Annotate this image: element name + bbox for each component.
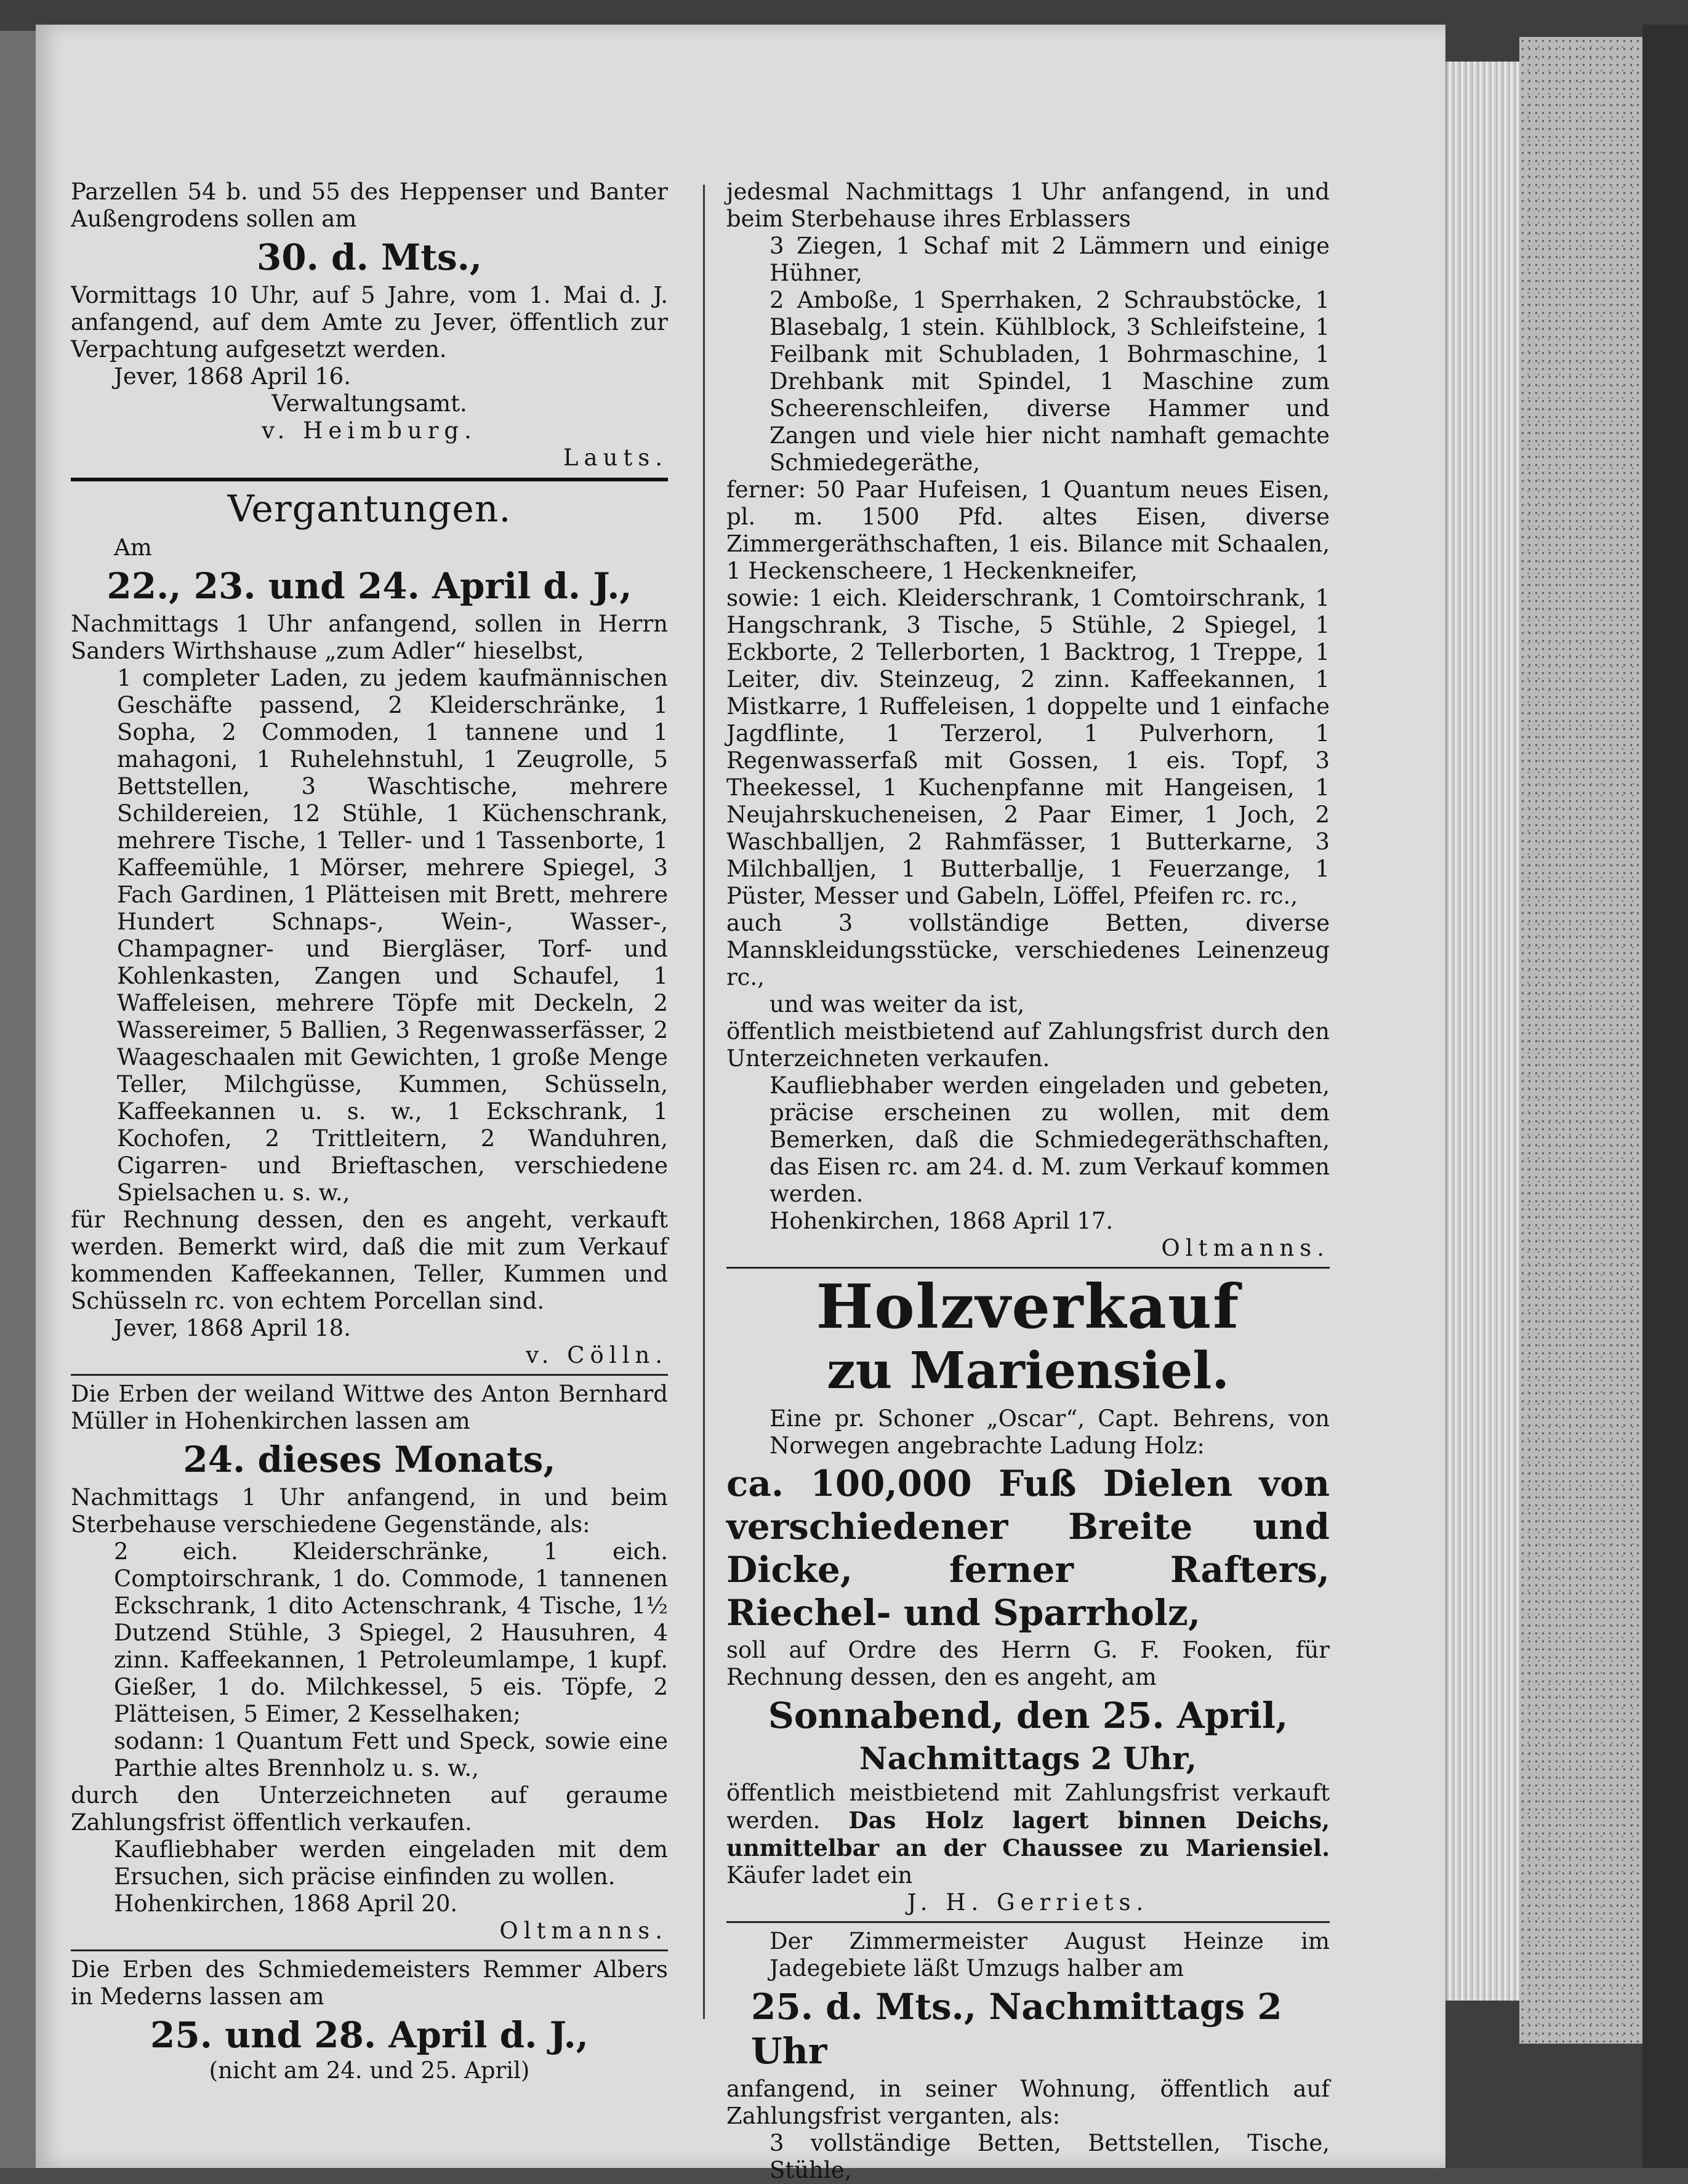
left-para5: Die Erben der weiland Wittwe des Anton Bernhard Müller in Hohenkirchen lassen am xyxy=(71,1381,668,1434)
column-divider xyxy=(703,185,705,2019)
right-items1: 3 Ziegen, 1 Schaf mit 2 Lämmern und einige Hühner, xyxy=(770,233,1330,286)
left-office1: Verwaltungsamt. xyxy=(271,390,467,417)
left-para8: Kaufliebhaber werden eingeladen mit dem Ersuchen, sich präcise einfinden zu wollen. xyxy=(114,1836,668,1890)
book-binding xyxy=(0,31,38,2168)
left-date1: 30. d. Mts., xyxy=(256,236,483,278)
right-para5: soll auf Ordre des Herrn G. F. Fooken, für Rechnung dessen, den es angeht, am xyxy=(726,1637,1330,1690)
left-para4: für Rechnung dessen, den es angeht, verkauft werden. Bemerkt wird, daß die mit zum Verkauf kommenden Kaffeekannen, Teller, Kummen und Schüsseln rc. von echtem Porcellan sind. xyxy=(71,1206,668,1314)
right-para6b: Das Holz lagert binnen Deichs, unmittelbar an der Chaussee zu Mariensiel. xyxy=(726,1807,1330,1861)
edge-shadow xyxy=(1642,25,1688,2168)
right-para7: Der Zimmermeister August Heinze im Jadegebiete läßt Umzugs halber am xyxy=(770,1928,1330,1981)
right-items7: 3 vollständige Betten, Bettstellen, Tische, Stühle, xyxy=(770,2130,1330,2183)
left-para2: Vormittags 10 Uhr, auf 5 Jahre, vom 1. Mai d. J. anfangend, auf dem Amte zu Jever, öffentlich zur Verpachtung aufgesetzt werden. xyxy=(71,282,668,363)
right-items4: sowie: 1 eich. Kleiderschrank, 1 Comtoirschrank, 1 Hangschrank, 3 Tische, 5 Stühle, 2 Spiegel, 1 Eckborte, 2 Tellerborten, 1 Backtrog, 1 Treppe, 1 Leiter, div. Steinzeug, 2 zinn. Kaffeekannen, 1 Mistkarre, 1 Ruffeleisen, 1 doppelte und 1 einfache Jagdflinte, 1 Terzerol, 1 Pulverhorn, 1 Regenwasserfaß mit Gossen, 1 eis. Topf, 3 Theekessel, 1 Kuchenpfanne mit Hangeisen, 1 Neujahrskucheneisen, 2 Paar Eimer, 1 Joch, 2 Waschballjen, 2 Rahmfässer, 1 Butterkarne, 3 Milchballjen, 1 Butterballje, 1 Feuerzange, 1 Püster, Messer und Gabeln, Löffel, Pfeifen rc. rc., xyxy=(726,585,1330,909)
right-time1: Nachmittags 2 Uhr, xyxy=(859,1740,1197,1777)
left-date2: 22., 23. und 24. April d. J., xyxy=(107,565,632,607)
left-para7: durch den Unterzeichneten auf geraume Zahlungsfrist öffentlich verkaufen. xyxy=(71,1782,668,1836)
holzverkauf-title: Holzverkauf xyxy=(816,1272,1240,1343)
left-items2: 2 eich. Kleiderschränke, 1 eich. Comptoirschrank, 1 do. Commode, 1 tannenen Eckschrank, 1 dito Actenschrank, 4 Tische, 1½ Dutzend Stühle, 3 Spiegel, 2 Hausuhren, 4 zinn. Kaffeekannen, 1 Petroleumlampe, 1 kupf. Gießer, 1 do. Milchkessel, 5 eis. Töpfe, 2 Plätteisen, 5 Eimer, 2 Kesselhaken; xyxy=(114,1538,668,1727)
notice-rule xyxy=(71,1949,668,1951)
right-para6 xyxy=(726,1780,1330,1889)
right-para6a: öffentlich meistbietend mit Zahlungsfrist verkauft werden. xyxy=(726,1780,1330,1834)
left-column xyxy=(71,179,668,2084)
left-place2: Jever, 1868 April 18. xyxy=(114,1315,351,1341)
section-heading: Vergantungen. xyxy=(227,488,512,531)
right-para2: öffentlich meistbietend auf Zahlungsfrist durch den Unterzeichneten verkaufen. xyxy=(726,1018,1330,1072)
right-lead: ca. 100,000 Fuß Dielen von verschiedener Breite und Dicke, ferner Rafters, Riechel- und Sparrholz, xyxy=(726,1463,1330,1634)
notice-rule xyxy=(726,1921,1330,1923)
right-place1: Hohenkirchen, 1868 April 17. xyxy=(770,1208,1114,1234)
left-sig3: Oltmanns. xyxy=(499,1917,668,1944)
right-para6c: Käufer ladet ein xyxy=(726,1862,913,1889)
book-edge xyxy=(1519,37,1642,2044)
right-para4: Eine pr. Schoner „Oscar“, Capt. Behrens, von Norwegen angebrachte Ladung Holz: xyxy=(770,1405,1330,1459)
left-para6: Nachmittags 1 Uhr anfangend, in und beim Sterbehause verschiedene Gegenstände, als: xyxy=(71,1484,668,1538)
right-sig1: Oltmanns. xyxy=(1161,1235,1330,1261)
left-items3: sodann: 1 Quantum Fett und Speck, sowie eine Parthie altes Brennholz u. s. w., xyxy=(114,1728,668,1781)
right-items2: 2 Amboße, 1 Sperrhaken, 2 Schraubstöcke, 1 Blasebalg, 1 stein. Kühlblock, 3 Schleifsteine, 1 Feilbank mit Schubladen, 1 Bohrmaschine, 1 Drehbank mit Spindel, 1 Maschine zum Scheerenschleifen, diverse Hammer und Zangen und viele hier nicht namhaft gemachte Schmiedegeräthe, xyxy=(770,287,1330,476)
right-column xyxy=(726,179,1330,2184)
left-am: Am xyxy=(114,534,152,561)
right-date2: 25. d. Mts., Nachmittags 2 Uhr xyxy=(751,1986,1282,2072)
left-date4: 25. und 28. April d. J., xyxy=(150,2014,589,2056)
right-para3: Kaufliebhaber werden eingeladen und gebeten, präcise erscheinen zu wollen, mit dem Bemerken, daß die Schmiedegeräthschaften, das Eisen rc. am 24. d. M. zum Verkauf kommen werden. xyxy=(770,1072,1330,1207)
notice-rule xyxy=(726,1267,1330,1269)
right-items3: ferner: 50 Paar Hufeisen, 1 Quantum neues Eisen, pl. m. 1500 Pfd. altes Eisen, diverse Zimmergeräthschaften, 1 eis. Bilance mit Schaalen, 1 Heckenscheere, 1 Heckenkneifer, xyxy=(726,476,1330,584)
left-place1: Jever, 1868 April 16. xyxy=(114,363,351,390)
left-date4b: (nicht am 24. und 25. April) xyxy=(209,2057,530,2084)
right-items6: und was weiter da ist, xyxy=(770,991,1025,1018)
left-para9: Die Erben des Schmiedemeisters Remmer Albers in Mederns lassen am xyxy=(71,1956,668,2010)
right-para8: anfangend, in seiner Wohnung, öffentlich auf Zahlungsfrist verganten, als: xyxy=(726,2076,1330,2129)
left-items1: 1 completer Laden, zu jedem kaufmännischen Geschäfte passend, 2 Kleiderschränke, 1 Sopha, 2 Commoden, 1 tannene und 1 mahagoni, 1 Ruhelehnstuhl, 1 Zeugrolle, 5 Bettstellen, 3 Waschtische, mehrere Schildereien, 12 Stühle, 1 Küchenschrank, mehrere Tische, 1 Teller- und 1 Tassenborte, 1 Kaffeemühle, 1 Mörser, mehrere Spiegel, 3 Fach Gardinen, 1 Plätteisen mit Brett, mehrere Hundert Schnaps-, Wein-, Wasser-, Champagner- und Biergläser, Torf- und Kohlenkasten, Zangen und Schaufel, 1 Waffeleisen, mehrere Töpfe mit Deckeln, 2 Wassereimer, 5 Ballien, 3 Regenwasserfässer, 2 Waageschaalen mit Gewichten, 1 große Menge Teller, Milchgüsse, Kummen, Schüsseln, Kaffeekannen u. s. w., 1 Eckschrank, 1 Kochofen, 2 Trittleitern, 2 Wanduhren, Cigarren- und Brieftaschen, verschiedene Spielsachen u. s. w., xyxy=(117,665,668,1206)
left-place3: Hohenkirchen, 1868 April 20. xyxy=(114,1890,458,1917)
page-stack xyxy=(1445,62,1521,2001)
left-sig1b: Lauts. xyxy=(563,444,668,471)
section-rule xyxy=(71,478,668,481)
right-para1: jedesmal Nachmittags 1 Uhr anfangend, in und beim Sterbehause ihres Erblassers xyxy=(726,179,1330,232)
right-sig2: J. H. Gerriets. xyxy=(907,1889,1149,1916)
right-items5: auch 3 vollständige Betten, diverse Mannskleidungsstücke, verschiedenes Leinenzeug rc., xyxy=(726,910,1330,990)
notice-rule xyxy=(71,1374,668,1376)
left-sig1: v. Heimburg. xyxy=(262,417,477,444)
left-sig2: v. Cölln. xyxy=(526,1342,668,1368)
left-para1: Parzellen 54 b. und 55 des Heppenser und Banter Außengrodens sollen am xyxy=(71,179,668,232)
left-date3: 24. dieses Monats, xyxy=(183,1439,556,1480)
left-para3: Nachmittags 1 Uhr anfangend, sollen in Herrn Sanders Wirthshause „zum Adler“ hieselbst, xyxy=(71,611,668,664)
holzverkauf-subtitle: zu Mariensiel. xyxy=(827,1341,1229,1400)
right-date1: Sonnabend, den 25. April, xyxy=(768,1695,1288,1736)
